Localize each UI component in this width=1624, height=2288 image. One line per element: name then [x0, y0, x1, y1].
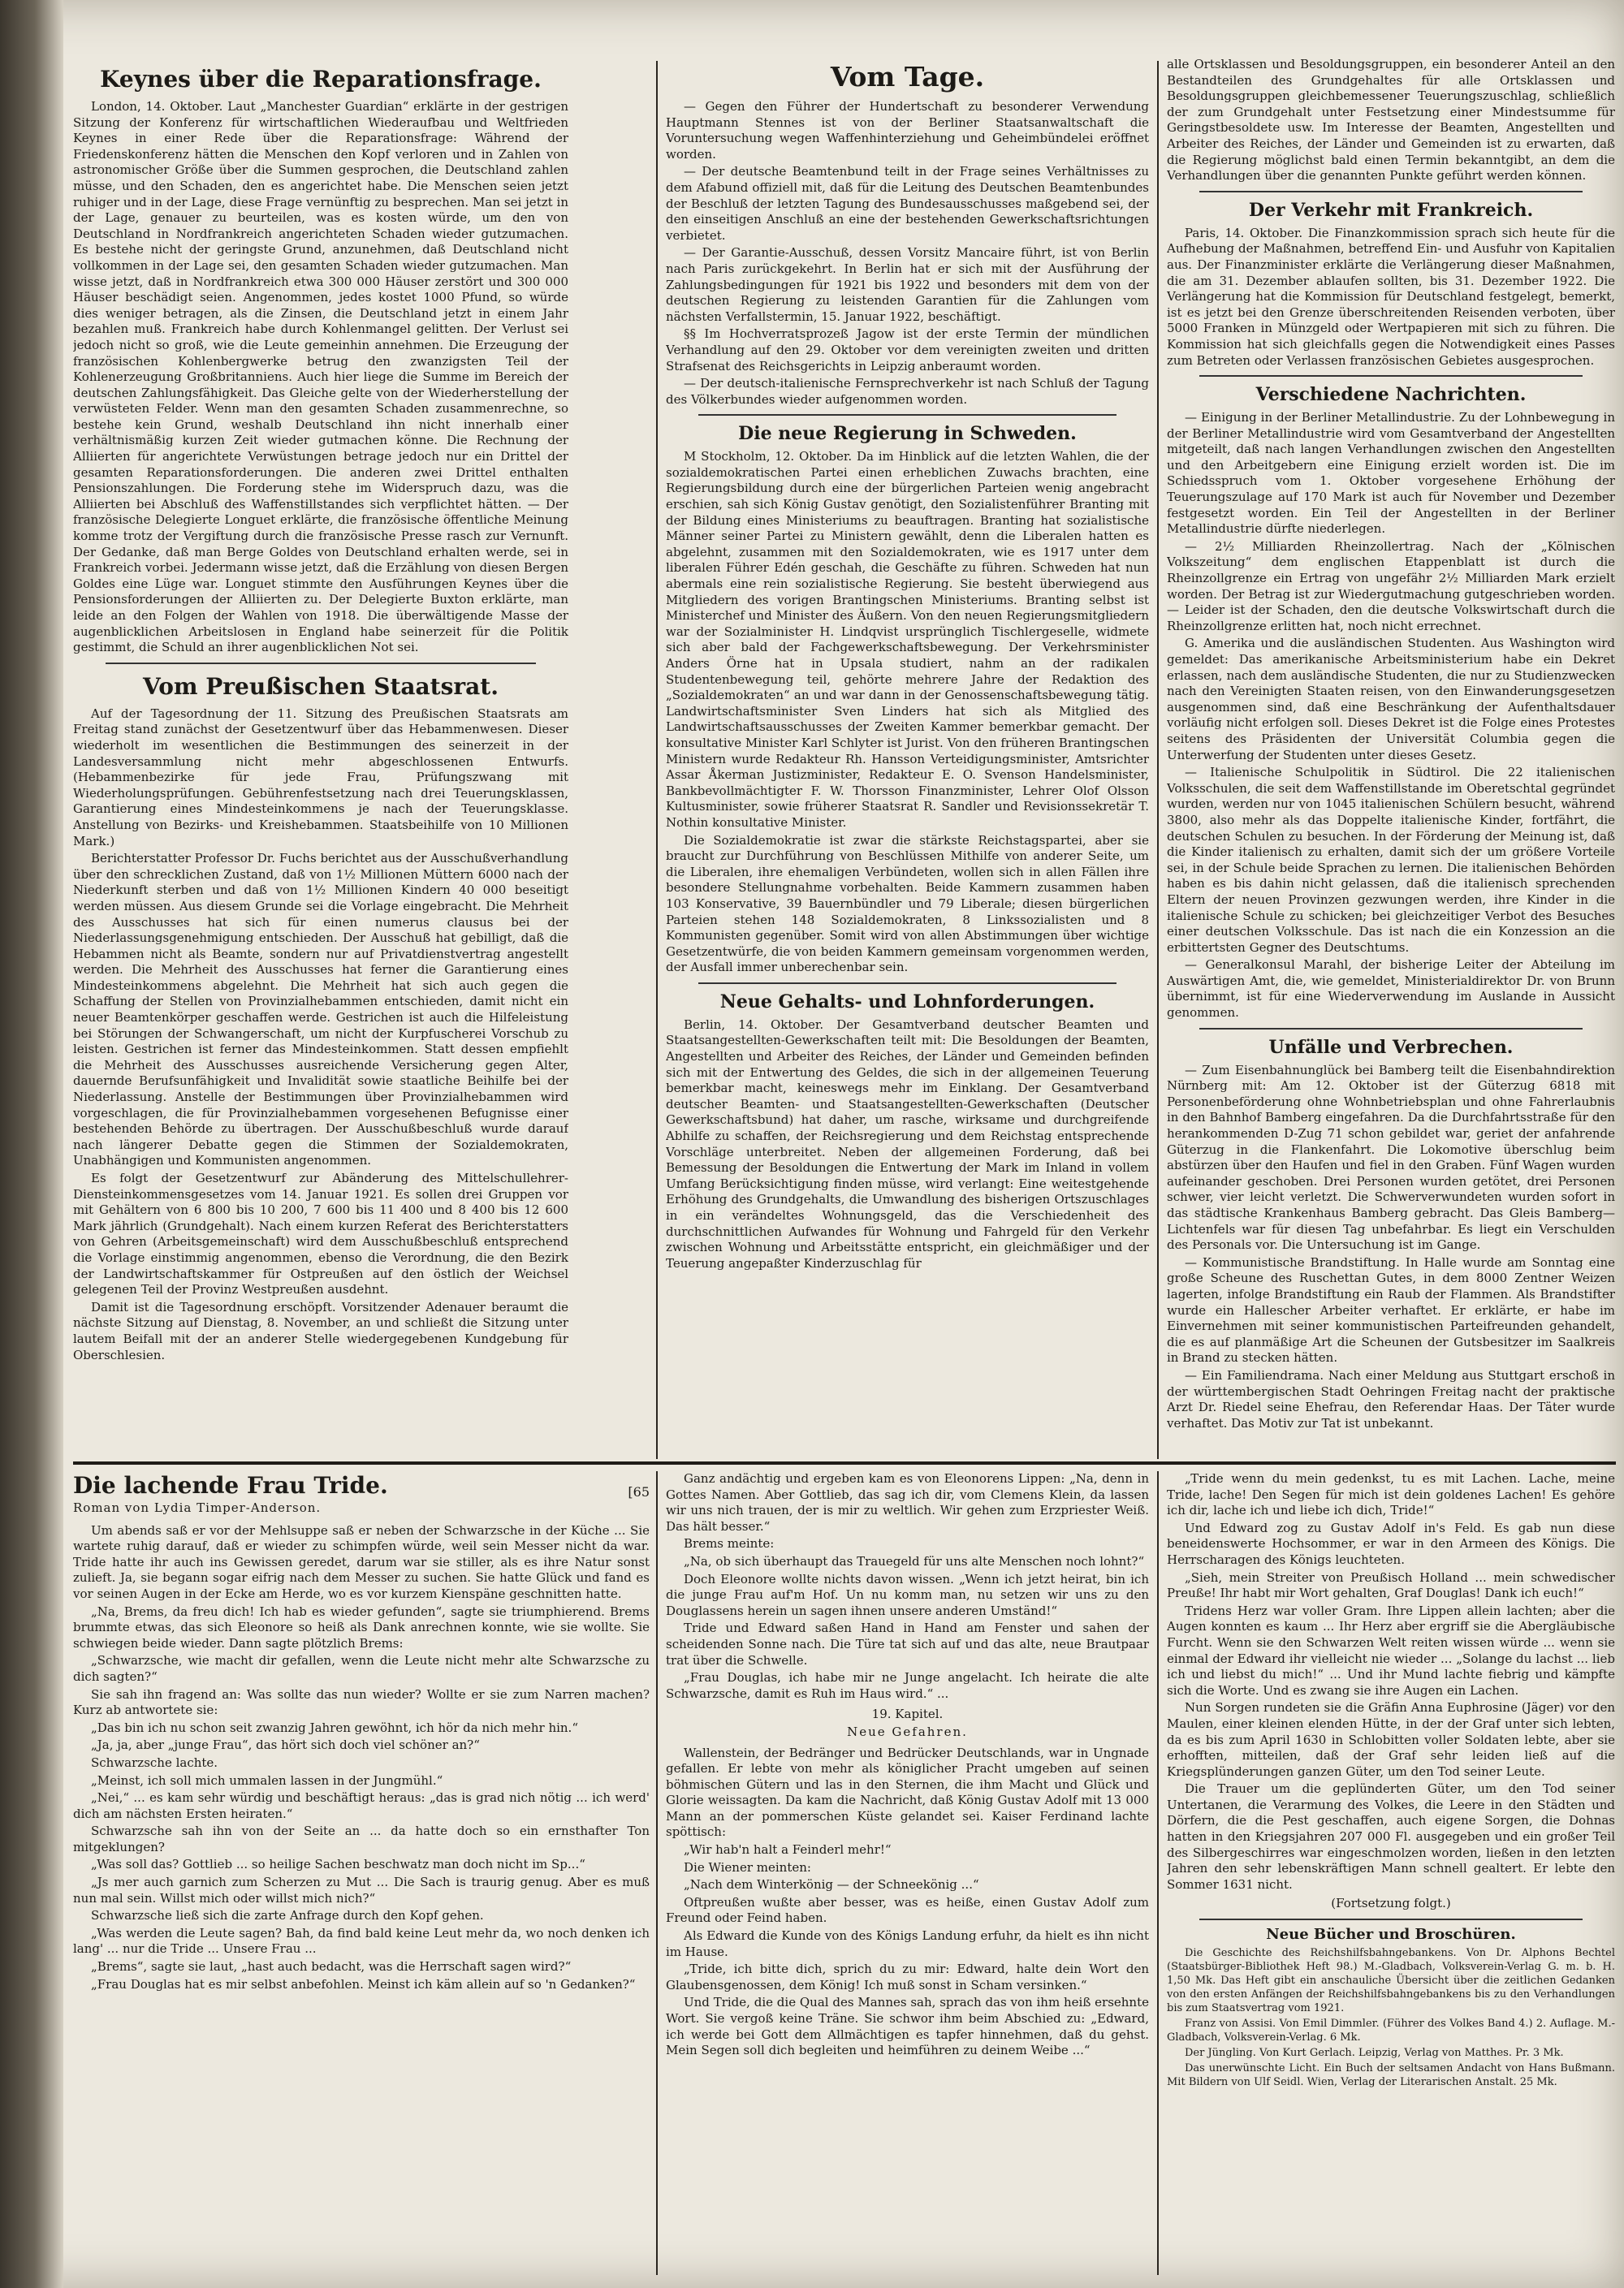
- novel-paragraph: „Ja, ja, aber „junge Frau“, das hört sich doch viel schöner an?“: [91, 1738, 480, 1753]
- news-item: — Ein Familiendrama. Nach einer Meldung aus Stuttgart erschoß in der württembergischen Stadt Oehringen Freitag nacht der praktische Arzt Dr. Riedel seine Ehefrau, den Referendar Haas. Der Täter wurde verhaftet. Das Motiv zur Tat ist unbekannt.: [1167, 1367, 1615, 1431]
- separator: [1199, 1028, 1583, 1030]
- news-item: — Italienische Schulpolitik in Südtirol. Die 22 italienischen Volksschulen, die seit dem Waffenstillstande im Oberetschtal gegründet wurden, werden nur von 1045 italienischen Schülern besucht, während 3800, also mehr als das Doppelte italienische Kinder, fortfährt, die deutschen Schulen zu besuchen. In der Förderung der Meinung ist, daß die Kinder italienisch zu erhalten, damit sich der um größere Vorteile sei, in der Schule beide Sprachen zu lernen. Die italienischen Behörden haben es bis dahin nicht gelassen, daß die italienisch sprechenden Eltern der neuen Provinzen gezwungen werden, ihre Kinder in die italienische Schule zu schicken; bei gleichzeitiger Verbot des Besuches einer deutschen Volksschule. Das ist nach die ein Konzession an die erbittertsten Gegner des Deutschtums.: [1167, 765, 1615, 955]
- novel-paragraph: „Brems“, sagte sie laut, „hast auch bedacht, was die Herrschaft sagen wird?“: [91, 1959, 572, 1975]
- news-item: — Kommunistische Brandstiftung. In Halle wurde am Sonntag eine große Scheune des Ruschettan Gutes, in dem 8000 Zentner Weizen lagerten, infolge Brandstiftung ein Raub der Flammen. Als Brandstifter wurde ein Hallescher Arbeiter verhaftet. Er erklärte, er habe im Einvernehmen mit seiner kommunistischen Parteifreunden gehandelt, die es auf planmäßige Art die Scheunen der Gutsbesitzer im Saalkreis in Brand zu stecken hätten.: [1167, 1254, 1615, 1366]
- news-item: — Gegen den Führer der Hundertschaft zu besonderer Verwendung Hauptmann Stennes ist von der Berliner Staatsanwaltschaft die Voruntersuchung wegen Waffenhinterziehung und Geheimbündelei eröffnet worden.: [666, 99, 1149, 162]
- article-frankreich-body: Paris, 14. Oktober. Die Finanzkommission sprach sich heute für die Aufhebung der Maßnahmen, betreffend Ein- und Ausfuhr von Kapitalien aus. Der Finanzminister erklärte die Verlängerung dieser Maßnahmen, die am 31. Dezember ablaufen sollten, bis 31. Dezember 1922. Die Verlängerung hat die Kommission für Deutschland festgelegt, bemerkt, ist es jetzt bei den Grenze überschreitenden Reisenden verboten, über 5000 Franken in Münzgeld oder Wertpapieren mit sich zu führen. Die Kommission hat sich gleichfalls gegen die Notwendigkeit eines Passes zum Betreten oder Verlassen französischen Gebietes ausgesprochen.: [1167, 225, 1615, 368]
- headline-gehalt: Neue Gehalts- und Lohnforderungen.: [719, 991, 1095, 1012]
- chapter-number: 19. Kapitel.: [871, 1707, 944, 1722]
- column-rule: [1157, 1471, 1159, 2275]
- column-rule: [656, 61, 658, 1459]
- novel-paragraph: „Das bin ich nu schon seit zwanzig Jahren gewöhnt, ich hör da nich mehr hin.“: [91, 1720, 578, 1735]
- novel-paragraph: „Tride wenn du mein gedenkst, tu es mit Lachen. Lache, meine Tride, lache! Den Segen für mich ist dein goldenes Lachen! Es gehöre ich dir, lache ich und liebe ich dich, Tride!“: [1167, 1471, 1615, 1518]
- novel-paragraph: Brems meinte:: [684, 1536, 775, 1552]
- novel-paragraph: Und Edward zog zu Gustav Adolf in's Feld. Es gab nun diese beneidenswerte Hochsommer, er war in den Armeen des Königs. Die Herrscharagen des Königs leuchteten.: [1167, 1520, 1615, 1567]
- article-schweden-p2: Die Sozialdemokratie ist zwar die stärkste Reichstagspartei, aber sie braucht zur Durchführung von Beschlüssen Mithilfe von anderer Seite, um die Liberalen, ihre ehemaligen Verbündeten, wollen sich in allen Fällen ihre besondere Stellungnahme vorbehalten. Beide Kammern zusammen haben 103 Konservative, 39 Bauernbündler und 79 Liberale; diesen bürgerlichen Parteien stehen 148 Sozialdemokraten, 8 Linkssozialisten und 8 Kommunisten gegenüber. Somit wird von allen Abstimmungen über wichtige Gesetzentwürfe, die von beiden Kammern gemeinsam vorgenommen werden, der Ausfall immer unberechenbar sein.: [666, 832, 1149, 975]
- column-left: [73, 57, 568, 1453]
- feuilleton-divider: [73, 1461, 1616, 1465]
- novel-paragraph: „Meinst, ich soll mich ummalen lassen in der Jungmühl.“: [91, 1772, 443, 1788]
- news-item: — Der Garantie-Ausschuß, dessen Vorsitz Mancaire führt, ist von Berlin nach Paris zurückgekehrt. In Berlin hat er sich mit der Ausführung der Zahlungsbedingungen für 1921 bis 1922 und besonders mit dem von der deutschen Regierung zu leistenden Garantien für die Zahlungen vom nächsten Verfallstermin, 15. Januar 1922, beschäftigt.: [666, 245, 1149, 324]
- column-rule: [656, 1471, 658, 2275]
- feuilleton-column-right: [1167, 1471, 1615, 2275]
- column-rule: [1157, 61, 1159, 1459]
- novel-paragraph: Sie sah ihn fragend an: Was sollte das nun wieder? Wollte er sie zum Narren machen? Kurz ab antwortete sie:: [73, 1686, 650, 1718]
- novel-paragraph: „Tride, ich bitte dich, sprich du zu mir: Edward, halte dein Wort den Glaubensgenossen, dem König! Ich muß sonst in Scham versinken.“: [666, 1962, 1149, 1992]
- novel-paragraph: Schwarzsche sah ihn von der Seite an ... da hatte doch so ein ernsthafter Ton mitgeklungen?: [73, 1824, 650, 1854]
- headline-verschiedene: Verschiedene Nachrichten.: [1255, 384, 1527, 406]
- novel-author: Roman von Lydia Timper-Anderson.: [73, 1500, 322, 1515]
- novel-paragraph: Schwarzsche ließ sich die zarte Anfrage durch den Kopf gehen.: [91, 1908, 484, 1923]
- novel-paragraph: „Schwarzsche, wie macht dir gefallen, wenn die Leute nicht mehr alte Schwarzsche zu dich sagten?“: [73, 1653, 650, 1684]
- novel-paragraph: Doch Eleonore wollte nichts davon wissen. „Wenn ich jetzt heirat, bin ich die junge Frau auf'm Hof. Un nu komm man, nu setzen wir uns zu den Douglassens herein un sagen ihnen unsere anderen Umständ!“: [666, 1571, 1149, 1618]
- novel-paragraph: „Frau Douglas, ich habe mir ne Junge angelacht. Ich heirate die alte Schwarzsche, damit es Ruh im Haus wird.“ ...: [666, 1670, 1149, 1701]
- novel-paragraph: Die Trauer um die geplünderten Güter, um den Tod seiner Untertanen, die Verarmung des Volkes, die Leere in den Städten und Dörfern, die die Pest geschaffen, auch eigene Sorgen, die Dohnas hatten in den Kriegsjahren 207 000 Fl. ausgegeben und ein großer Teil des Silbergeschirres war eingeschmolzen worden, ließen in den letzten Jahren den sehr lebenskräftigen Mann schnell gealtert. Er lebte den Sommer 1631 nicht.: [1167, 1781, 1615, 1892]
- installment-number: [65: [628, 1484, 650, 1500]
- news-item: G. Amerika und die ausländischen Studenten. Aus Washington wird gemeldet: Das amerikanische Arbeitsministerium habe ein Dekret erlassen, nach dem ausländische Studenten, die nur zu Studienzwecken nach den Vereinigten Staaten reisen, von den Einwanderungsgesetzen ausgenommen sind, daß eine Beschränkung der Aufenthaltsdauer vorläufig nicht erfolgen soll. Dieses Dekret ist die Folge eines Protestes seitens des Präsidenten der Universität Columbia gegen die Unterwerfung der Studenten unter dieses Gesetz.: [1167, 636, 1615, 762]
- novel-paragraph: „Nach dem Winterkönig — der Schneekönig ...“: [684, 1877, 979, 1893]
- novel-paragraph: „Frau Douglas hat es mir selbst anbefohlen. Meinst ich käm allein auf so 'n Gedanken?“: [91, 1976, 636, 1992]
- novel-paragraph: Tridens Herz war voller Gram. Ihre Lippen allein lachten; aber die Augen konnten es kaum ... Ihr Herz aber ergriff sie die Abergläubische Furcht. Wenn sie den Schwarzen Welt reiten wissen würde ... wenn sie einmal der Edward ihr vielleicht nie wieder ... „Solange du lachst ... lieb ich und liebst du mich!“ ... Und ihr Mund lachte fiebrig und kämpfte sich die Worte. Und es zwang sie ihre Augen ein Lachen.: [1167, 1603, 1615, 1698]
- novel-paragraph: Schwarzsche lachte.: [91, 1755, 218, 1770]
- article-gehalt-continued: alle Ortsklassen und Besoldungsgruppen, ein besonderer Anteil an den Bestandteilen des Grundgehaltes für alle Ortsklassen und Besoldungsgruppen gleichbemessener Teuerungszuschlag, schließlich der zum Grundgehalt unter Festsetzung einer Mindestsumme für Geringstbesoldete usw. Im Interesse der Beamten, Angestellten und Arbeiter des Reiches, der Länder und Gemeinden ist zu erwarten, daß die Regierung möglichst bald einen Termin bekanntgibt, an dem die Verhandlungen über die genannten Punkte geführt werden können.: [1167, 57, 1615, 183]
- novel-paragraph: „Na, Brems, da freu dich! Ich hab es wieder gefunden“, sagte sie triumphierend. Brems brummte etwas, das sich Eleonore so heiß als Dank anrechnen konnte, wie sie wollte. Sie schwiegen beide wieder. Dann sagte plötzlich Brems:: [73, 1604, 650, 1651]
- article-staatsrat-p1: Auf der Tagesordnung der 11. Sitzung des Preußischen Staatsrats am Freitag stand zunächst der Gesetzentwurf über das Hebammenwesen. Dieser wiederholt im wesentlichen die Bestimmungen des seinerzeit in der Landesversammlung nicht mehr abgeschlossenen Entwurfs. (Hebammenbezirke für jede Frau, Prüfungszwang mit Wiederholungsprüfungen. Gebührenfestsetzung nach drei Teuerungsklassen, Garantierung eines Mindesteinkommens je nach der Teuerungsklasse. Anstellung von Bezirks- und Kreishebammen. Staatsbeihilfe von 10 Millionen Mark.): [73, 706, 568, 848]
- news-item: §§ Im Hochverratsprozeß Jagow ist der erste Termin der mündlichen Verhandlung auf den 29. Oktober vor dem vereinigten zweiten und dritten Strafsenat des Reichsgerichts in Leipzig anberaumt worden.: [666, 326, 1149, 373]
- separator: [1199, 191, 1583, 192]
- novel-paragraph: Oftpreußen wußte aber besser, was es heiße, einen Gustav Adolf zum Freund oder Feind haben.: [666, 1894, 1149, 1926]
- novel-paragraph: „Na, ob sich überhaupt das Trauegeld für uns alte Menschen noch lohnt?“: [684, 1553, 1145, 1569]
- novel-paragraph: „Was werden die Leute sagen? Bah, da find bald keine Leut mehr da, wo noch denken ich lang' ... nur die Tride ... Unsere Frau ...: [73, 1925, 650, 1957]
- novel-paragraph: „Sieh, mein Streiter von Preußisch Holland ... mein schwedischer Preuße! Ihr habt mir Wort gehalten, Graf Douglas! Dank ich euch!“: [1167, 1569, 1615, 1601]
- novel-paragraph: „Was soll das? Gottlieb ... so heilige Sachen beschwatz man doch nicht im Sp...“: [91, 1857, 585, 1872]
- book-notice: Die Geschichte des Reichshilfsbahngebankens. Von Dr. Alphons Bechtel (Staatsbürger-Bibliothek Heft 98.) M.-Gladbach, Volksverein-Verlag G. m. b. H. 1,50 Mk. Das Heft gibt ein anschauliche Übersicht über die zeitlichen Gedanken von den ersten Anfängen der Reichshilfsbahngebankens bis zu den Verhandlungen bis zum Staatsvertrag vom 1921.: [1167, 1946, 1615, 2014]
- separator: [698, 414, 1116, 416]
- book-notice: Franz von Assisi. Von Emil Dimmler. (Führer des Volkes Band 4.) 2. Auflage. M.-Gladbach, Volksverein-Verlag. 6 Mk.: [1167, 2017, 1615, 2044]
- separator: [1199, 1919, 1583, 1920]
- novel-paragraph: Als Edward die Kunde von des Königs Landung erfuhr, da hielt es ihn nicht im Hause.: [666, 1928, 1149, 1959]
- book-notice: Der Jüngling. Von Kurt Gerlach. Leipzig, Verlag von Matthes. Pr. 3 Mk.: [1185, 2046, 1564, 2059]
- novel-paragraph: Um abends saß er vor der Mehlsuppe saß er neben der Schwarzsche in der Küche ... Sie wartete ruhig darauf, daß er wieder zu schimpfen würde, weil sein Messer nicht da war. Tride hatte ihr auch ins Gewissen geredet, darum war sie stiller, als es ihre Natur sonst zulieft. Ja, sie begann sogar eifrig nach dem Messer zu suchen. Sie hatte Glück und fand es vor seinen Augen in der Ecke am Herde, wo es vor kurzem Kienspäne geschnitten hatte.: [73, 1522, 650, 1601]
- novel-paragraph: „Js mer auch garnich zum Scherzen zu Mut ... Die Sach is traurig genug. Aber es muß nun mal sein. Willst mich oder willst mich nich?“: [73, 1875, 650, 1906]
- feuilleton-column-left: [73, 1471, 650, 2275]
- news-item: — Generalkonsul Marahl, der bisherige Leiter der Abteilung im Auswärtigen Amt, die, wie gemeldet, Ministerialdirektor Dr. von Brunn übernimmt, ist für eine Wiederverwendung im Auslande in Aussicht genommen.: [1167, 957, 1615, 1021]
- novel-paragraph: „Wir hab'n halt a Feinderl mehr!“: [684, 1842, 892, 1858]
- news-item: — Der deutsche Beamtenbund teilt in der Frage seines Verhältnisses zu dem Afabund offiziell mit, daß für die Leitung des Deutschen Beamtenbundes der Beschluß der letzten Tagung des Bundesausschusses maßgebend sei, der den einseitigen Anschluß an eine der bestehenden Gewerkschaftsrichtungen verbietet.: [666, 164, 1149, 243]
- books-headline: Neue Bücher und Broschüren.: [1266, 1926, 1516, 1944]
- novel-paragraph: Tride und Edward saßen Hand in Hand am Fenster und sahen der scheidenden Sonne nach. Die Türe tat sich auf und das alte, neue Brautpaar trat über die Schwelle.: [666, 1621, 1149, 1668]
- book-notice: Das unerwünschte Licht. Ein Buch der seltsamen Andacht von Hans Bußmann. Mit Bildern von Ulf Seidl. Wien, Verlag der Literarischen Anstalt. 25 Mk.: [1167, 2061, 1615, 2088]
- headline-vom-tage: Vom Tage.: [830, 61, 985, 93]
- separator: [106, 663, 536, 664]
- novel-paragraph: Die Wiener meinten:: [684, 1859, 811, 1875]
- novel-paragraph: „Nei,“ ... es kam sehr würdig und beschäftigt heraus: „das is grad nich nötig ... ich werd' dich am nächsten Ersten heiraten.“: [73, 1790, 650, 1821]
- novel-paragraph: Wallenstein, der Bedränger und Bedrücker Deutschlands, war in Ungnade gefallen. Er lebte von mehr als königlicher Pracht umgeben auf seinen böhmischen Gütern und las in den Sternen, die ihm Macht und Glück und Glorie weissagten. Da kam die Nachricht, daß König Gustav Adolf mit 13 000 Mann an der pommerschen Küste gelandet sei. Kaiser Ferdinand lachte spöttisch:: [666, 1745, 1149, 1840]
- article-keynes-body: London, 14. Oktober. Laut „Manchester Guardian“ erklärte in der gestrigen Sitzung der Konferenz für wirtschaftlichen Wiederaufbau und Weltfrieden Keynes in einer Rede über die Reparationsfrage: Während der Friedenskonferenz hätten die Menschen den Kopf verloren und in Zahlen von astronomischer Größe über die Summen gesprochen, die Deutschland zahlen müsse, und den Schaden, den es angerichtet habe. Die Menschen seien jetzt ruhiger und in der Lage, diese Frage vernünftig zu besprechen. Man sei jetzt in der Lage, genauer zu beurteilen, was es kosten würde, um den von Deutschland in Nordfrankreich angerichteten Schaden wieder gutzumachen. Es bestehe nicht der geringste Grund, anzunehmen, daß Deutschland nicht vollkommen in der Lage sei, den gesamten Schaden wieder gutzumachen. Man wisse jetzt, daß in Nordfrankreich etwa 300 000 Häuser zerstört und 300 000 Häuser beschädigt seien. Angenommen, jedes kostet 1000 Pfund, so würde dies weniger betragen, als die Zinsen, die Deutschland jetzt in einem Jahr bezahlen muß. Frankreich habe durch Kohlenmangel gelitten. Der Verlust sei jedoch nicht so groß, wie die Leute gemeinhin annehmen. Die Erzeugung der französischen Kohlenbergwerke betrug den zwanzigsten Teil der Kohlenerzeugung Großbritanniens. Auch hier liege die Summe im Bereich der deutschen Zahlungsfähigkeit. Das Gleiche gelte von der Wiederherstellung der verwüsteten Felder. Wenn man den gesamten Schaden zusammenrechne, so bestehe kein Grund, weshalb Deutschland ihn nicht innerhalb einer verhältnismäßig kurzen Zeit wieder gutmachen könne. Die Rechnung der Alliierten für angerichtete Verwüstungen betrage jedoch nur ein Drittel der gesamten Reparationsforderungen. Die anderen zwei Drittel enthalten Pensionszahlungen. Die Forderung stehe im Widerspruch dazu, was die Alliierten bei Abschluß des Waffenstillstandes sich verpflichtet hätten. — Der französische Delegierte Longuet erklärte, die französische öffentliche Meinung komme trotz der Vergiftung durch die französische Presse rasch zur Vernunft. Der Gedanke, daß man Berge Goldes von Deutschland erhalten werde, sei in Frankreich vorbei. Jedermann wisse jetzt, daß die Erzählung von diesen Bergen Goldes eine Lüge war. Longuet stimmte den Ausführungen Keynes über die Pensionsforderungen der Alliierten zu. Der Delegierte Buxton erklärte, man leide an den Folgen der Wahlen von 1918. Die überwältigende Masse der augenblicklichen Arbeitslosen in England habe seinerzeit für die Politik gestimmt, die Schuld an ihrer augenblicklichen Not sei.: [73, 99, 568, 655]
- novel-title: Die lachende Frau Tride.: [73, 1472, 388, 1499]
- headline-keynes: Keynes über die Reparationsfrage.: [100, 66, 542, 93]
- separator: [1199, 375, 1583, 377]
- novel-paragraph: Nun Sorgen rundeten sie die Gräfin Anna Euphrosine (Jäger) vor den Maulen, einer kleinen elenden Hütte, in der der Graf unter sich lebten, da es bis zum April 1630 in Schlobitten voller Soldaten lebte, aber sie erhofften, mitteilen, daß der Graf sehr leiden ließ auf die Kriegsplünderungen ganzen Güter, um den Tod seiner Leute.: [1167, 1700, 1615, 1779]
- headline-staatsrat: Vom Preußischen Staatsrat.: [143, 672, 499, 700]
- feuilleton-column-middle: [666, 1471, 1149, 2275]
- article-staatsrat-p2: Berichterstatter Professor Dr. Fuchs berichtet aus der Ausschußverhandlung über den schrecklichen Zustand, daß von 1½ Millionen Müttern 6000 nach der Niederkunft sterben und daß von 1½ Millionen Kindern 40 000 beseitigt werden müssen. Aus diesem Grunde sei die Vorlage eingebracht. Die Mehrheit des Ausschusses hat sich für einen numerus clausus bei der Niederlassungsgenehmigung entschieden. Der Ausschuß hat gebilligt, daß die Hebammen nicht als Beamte, sondern nur auf Privatdienstvertrag angestellt werden. Die Mehrheit des Ausschusses hat ferner die Garantierung eines Mindesteinkommens abgelehnt. Die Mehrheit hat sich auch gegen die Schaffung der Stellen von Provinzialhebammen entschieden, damit nicht ein neuer Beamtenkörper geschaffen werde. Gestrichen ist auch die Hilfeleistung bei Störungen der Schwangerschaft, um nicht der Kurpfuscherei Vorschub zu leisten. Gestrichen ist ferner das Mindesteinkommen. Statt dessen empfiehlt die Mehrheit des Ausschusses ausreichende Versicherung gegen Alter, dauernde Berufsunfähigkeit und Invalidität sowie staatliche Beihilfe bei der Niederlassung. Anstelle der Bestimmungen über Provinzialhebammen wird vorgeschlagen, die für Provinzialhebammen vorgesehenen Befugnisse einer bestehenden Behörde zu übertragen. Der Ausschußbeschluß wurde darauf nach längerer Debatte gegen die Stimmen der Sozialdemokraten, Unabhängigen und Kommunisten angenommen.: [73, 851, 568, 1168]
- novel-paragraph: Ganz andächtig und ergeben kam es von Eleonorens Lippen: „Na, denn in Gottes Namen. Aber Gottlieb, das sag ich dir, vom Clemens Klein, da lassen wir uns nich trauen, der is mir zu weltlich. Wir gehen zum Erzpriester Weiß. Das hält besser.“: [666, 1471, 1149, 1534]
- news-item: — Zum Eisenbahnunglück bei Bamberg teilt die Eisenbahndirektion Nürnberg mit: Am 12. Oktober ist der Güterzug 6818 mit Personenbeförderung ohne Wohnbetriebsplan und ohne Fahrerlaubnis in den Bahnhof Bamberg eingefahren. Da die Durchfahrtsstraße für den herankommenden D-Zug 71 schon gebildet war, geriet der anfahrende Güterzug in die Flankenfahrt. Die Lokomotive überschlug beim abstürzen über den Haufen und fiel in den Graben. Fünf Wagen wurden aufeinander geschoben. Drei Personen wurden getötet, drei Personen schwer, vier leicht verletzt. Die Schwerverwundeten wurden sofort in das städtische Krankenhaus Bamberg gebracht. Das Gleis Bamberg—Lichtenfels war für diesen Tag unbefahrbar. Es liegt ein Verschulden des Personals vor. Die Untersuchung ist im Gange.: [1167, 1062, 1615, 1253]
- article-gehalt-body: Berlin, 14. Oktober. Der Gesamtverband deutscher Beamten und Staatsangestellten-Gewerkschaften teilt mit: Die Besoldungen der Beamten, Angestellten und Arbeiter des Reiches, der Länder und Gemeinden befinden sich mit der Entwertung des Geldes, die sich in der allgemeinen Teuerung bemerkbar macht, keineswegs mehr im Einklang. Der Gesamtverband deutscher Beamten- und Staatsangestellten-Gewerkschaften (Deutscher Gewerkschaftsbund) hat daher, um rasche, wirksame und durchgreifende Abhilfe zu schaffen, der Reichsregierung und dem Reichstag entsprechende Vorschläge unterbreitet. Neben der allgemeinen Forderung, daß bei Bemessung der Besoldungen die Entwertung der Mark im Inland in vollem Umfang Berücksichtigung finden müsse, wird verlangt: Eine weitestgehende Erhöhung des Grundgehalts, die Umwandlung des bisherigen Ortszuschlages in ein verändeltes Wohnungsgeld, das die Verschiedenheit des durchschnittlichen Aufwandes für Wohnung und Fahrgeld für den Verkehr zwischen Wohnung und Arbeitsstätte entspricht, ein gleichmäßiger und der Teuerung angepaßter Kinderzuschlag für: [666, 1017, 1149, 1271]
- article-staatsrat-p4: Damit ist die Tagesordnung erschöpft. Vorsitzender Adenauer beraumt die nächste Sitzung auf Dienstag, 8. November, an und schließt die Sitzung unter lautem Beifall mit der an anderer Stelle wiedergegebenen Kundgebung für Oberschlesien.: [73, 1299, 568, 1362]
- novel-paragraph: Und Tride, die die Qual des Mannes sah, sprach das von ihm heiß ersehnte Wort. Sie vergoß keine Träne. Sie schwor ihm beim Abschied zu: „Edward, ich werde bei Gott dem Allmächtigen es tapfer hinnehmen, daß du gehst. Mein Segen soll dich begleiten und heimführen zu deinem Weibe ...“: [666, 1995, 1149, 2058]
- headline-schweden: Die neue Regierung in Schweden.: [738, 423, 1077, 445]
- news-item: — 2½ Milliarden Rheinzollertrag. Nach der „Kölnischen Volkszeitung“ dem englischen Etappenblatt ist durch die Rheinzollgrenze ein Ertrag von ungefähr 2½ Milliarden Mark erzielt worden. Der Betrag ist zur Wiedergutmachung gutgeschrieben worden. — Leider ist der Schaden, den die deutsche Volkswirtschaft durch die Rheinzollgrenze erlitten hat, noch nicht errechnet.: [1167, 538, 1615, 633]
- news-item: — Der deutsch-italienische Fernsprechverkehr ist nach Schluß der Tagung des Völkerbundes wieder aufgenommen worden.: [666, 376, 1149, 407]
- article-staatsrat-p3: Es folgt der Gesetzentwurf zur Abänderung des Mittelschullehrer-Diensteinkommensgesetzes vom 14. Januar 1921. Es sollen drei Gruppen vor mit Gehältern von 6 800 bis 10 200, 7 600 bis 11 400 und 8 400 bis 12 600 Mark jährlich (Grundgehalt). Nach einem kurzen Referat des Berichterstatters von Gehren (Arbeitsgemeinschaft) wird dem Ausschußbeschluß entsprechend die Vorlage einstimmig angenommen, ebenso die Verordnung, die den Bezirk der Landwirtschaftskammer für Ostpreußen auf den östlich der Weichsel gelegenen Teil der Provinz Westpreußen ausdehnt.: [73, 1171, 568, 1297]
- continuation-note: (Fortsetzung folgt.): [1331, 1896, 1451, 1911]
- separator: [698, 982, 1116, 984]
- headline-unfaelle: Unfälle und Verbrechen.: [1268, 1036, 1514, 1058]
- headline-frankreich: Der Verkehr mit Frankreich.: [1248, 199, 1534, 221]
- scan-binding-edge: [0, 0, 63, 2288]
- article-schweden-p1: M Stockholm, 12. Oktober. Da im Hinblick auf die letzten Wahlen, die der sozialdemokratischen Partei einen erheblichen Zuwachs brachten, eine Regierungsbildung durch eine der bürgerlichen Parteien wenig angebracht erschien, sah sich König Gustav genötigt, den Sozialistenführer Branting mit der Bildung eines Ministeriums zu beauftragen. Branting hat sozialistische Männer seiner Partei zu Ministern gewählt, denn die Liberalen hatten es abgelehnt, zusammen mit den Sozialdemokraten, wie es 1917 unter dem liberalen Führer Edén geschah, die Geschäfte zu führen. Schweden hat nun abermals eine rein sozialistische Regierung. Sie besteht überwiegend aus Mitgliedern des vorigen Brantingschen Ministeriums. Branting selbst ist Ministerchef und Minister des Äußern. Von den neuen Regierungsmitgliedern war der Sozialminister H. Lindqvist ursprünglich Tischlergeselle, widmete sich aber bald der Fachgewerkschaftsbewegung. Der Verkehrsminister Anders Örne hat in Upsala studiert, nahm an der radikalen Studentenbewegung teil, gehörte mehrere Jahre der Redaktion des „Sozialdemokraten“ an und war dann in der Genossenschaftsbewegung tätig. Landwirtschaftsminister Sven Linders hat sich als Mitglied des Landwirtschaftsausschusses der Zweiten Kammer bemerkbar gemacht. Der konsultative Minister Karl Schlyter ist Jurist. Von den früheren Brantingschen Ministern wurde Redakteur Rh. Hansson Verteidigungsminister, Amtsrichter Assar Åkerman Justizminister, Redakteur E. O. Svenson Handelsminister, Bankbevollmächtigter F. W. Thorsson Finanzminister, Lehrer Olof Olsson Kultusminister, sowie früherer Staatsrat R. Sandler und Revisionssekretär T. Nothin konsultative Minister.: [666, 449, 1149, 830]
- chapter-title: Neue Gefahren.: [847, 1724, 968, 1739]
- column-middle: [666, 57, 1149, 1453]
- news-item: — Einigung in der Berliner Metallindustrie. Zu der Lohnbewegung in der Berliner Metallindustrie wird vom Gesamtverband der Angestellten mitgeteilt, daß nach langen Verhandlungen zwischen den Angestellten und den Arbeitgebern eine Einigung erzielt worden ist. Die im Schiedsspruch vom 1. Oktober vorgesehene Erhöhung der Teuerungszulage auf 170 Mark ist auch für November und Dezember festgesetzt worden. Ein Teil der Angestellten in der Berliner Metallindustrie dürfte niederlegen.: [1167, 410, 1615, 537]
- column-right: [1167, 57, 1615, 1453]
